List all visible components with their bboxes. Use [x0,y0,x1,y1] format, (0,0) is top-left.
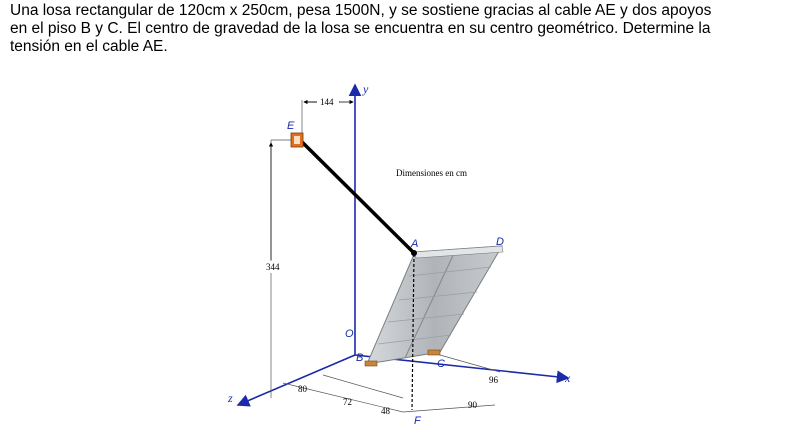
support-b [365,361,377,366]
dim-80: 80 [298,384,307,394]
cable-ae [298,138,414,253]
label-f: F [414,415,421,427]
y-axis-label: y [363,82,369,96]
label-e: E [287,120,295,132]
label-c: C [437,358,445,370]
slab [367,246,503,364]
dim-344: 344 [266,262,280,272]
dim-96: 96 [489,375,498,385]
z-axis-label: z [228,391,233,405]
problem-line-1: Una losa rectangular de 120cm x 250cm, pesa 1500N, y se sostiene gracias al cable AE y dos apoyos [10,2,712,19]
problem-line-3: tensión en el cable AE. [10,38,168,55]
dimensions-note: Dimensiones en cm [396,168,467,178]
guide-floor-2 [323,375,403,398]
label-d: D [496,236,504,248]
point-a-marker [411,250,417,256]
problem-line-2: en el piso B y C. El centro de gravedad de la losa se encuentra en su centro geométrico. Determine la [10,20,711,37]
support-c [428,350,440,355]
z-axis [238,355,355,405]
label-b: B [356,352,364,364]
x-axis-label: x [565,371,571,385]
guide-floor-3 [403,405,495,412]
label-o: O [345,328,354,340]
label-a: A [411,238,419,250]
dim-72: 72 [343,397,352,407]
dim-144: 144 [320,97,334,107]
dim-48: 48 [381,406,390,416]
dim-90: 90 [468,400,477,410]
anchor-e [291,133,303,147]
